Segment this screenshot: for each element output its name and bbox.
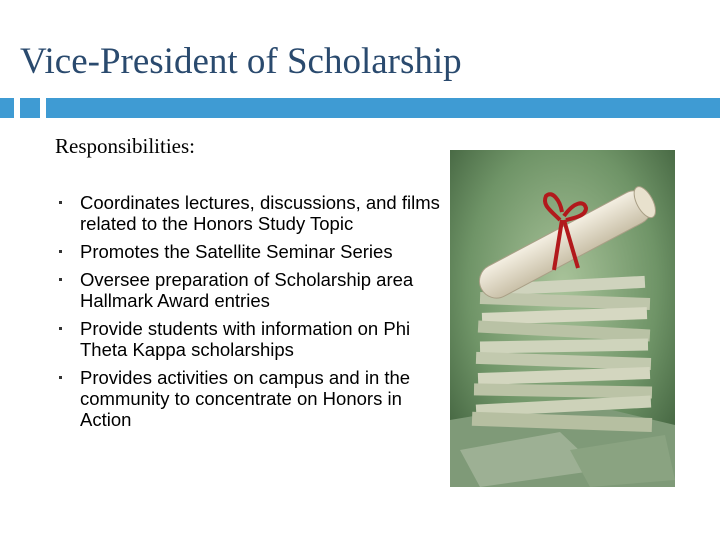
list-item-text: Promotes the Satellite Seminar Series — [80, 241, 393, 262]
list-item-text: Oversee preparation of Scholarship area Hallmark Award entries — [80, 269, 414, 311]
money-diploma-image — [450, 150, 675, 487]
accent-bar-left — [0, 98, 14, 118]
list-item — [56, 241, 442, 262]
list-item — [56, 269, 442, 311]
responsibilities-heading: Responsibilities: — [55, 134, 196, 158]
list-item — [56, 318, 442, 360]
list-item — [56, 367, 442, 430]
bullet-icon — [59, 201, 62, 204]
accent-bar-square — [20, 98, 40, 118]
responsibilities-list — [56, 192, 442, 437]
money-diploma-illustration — [450, 150, 675, 487]
slide-title: Vice-President of Scholarship — [20, 41, 462, 82]
list-item-text: Provides activities on campus and in the community to concentrate on Honors in Action — [80, 367, 411, 430]
bullet-icon — [59, 376, 62, 379]
bullet-icon — [59, 327, 62, 330]
bullet-icon — [59, 278, 62, 281]
accent-bar-main — [46, 98, 720, 118]
list-item-text: Coordinates lectures, discussions, and films related to the Honors Study Topic — [80, 192, 440, 234]
bullet-icon — [59, 250, 62, 253]
list-item — [56, 192, 442, 234]
list-item-text: Provide students with information on Phi Theta Kappa scholarships — [80, 318, 411, 360]
